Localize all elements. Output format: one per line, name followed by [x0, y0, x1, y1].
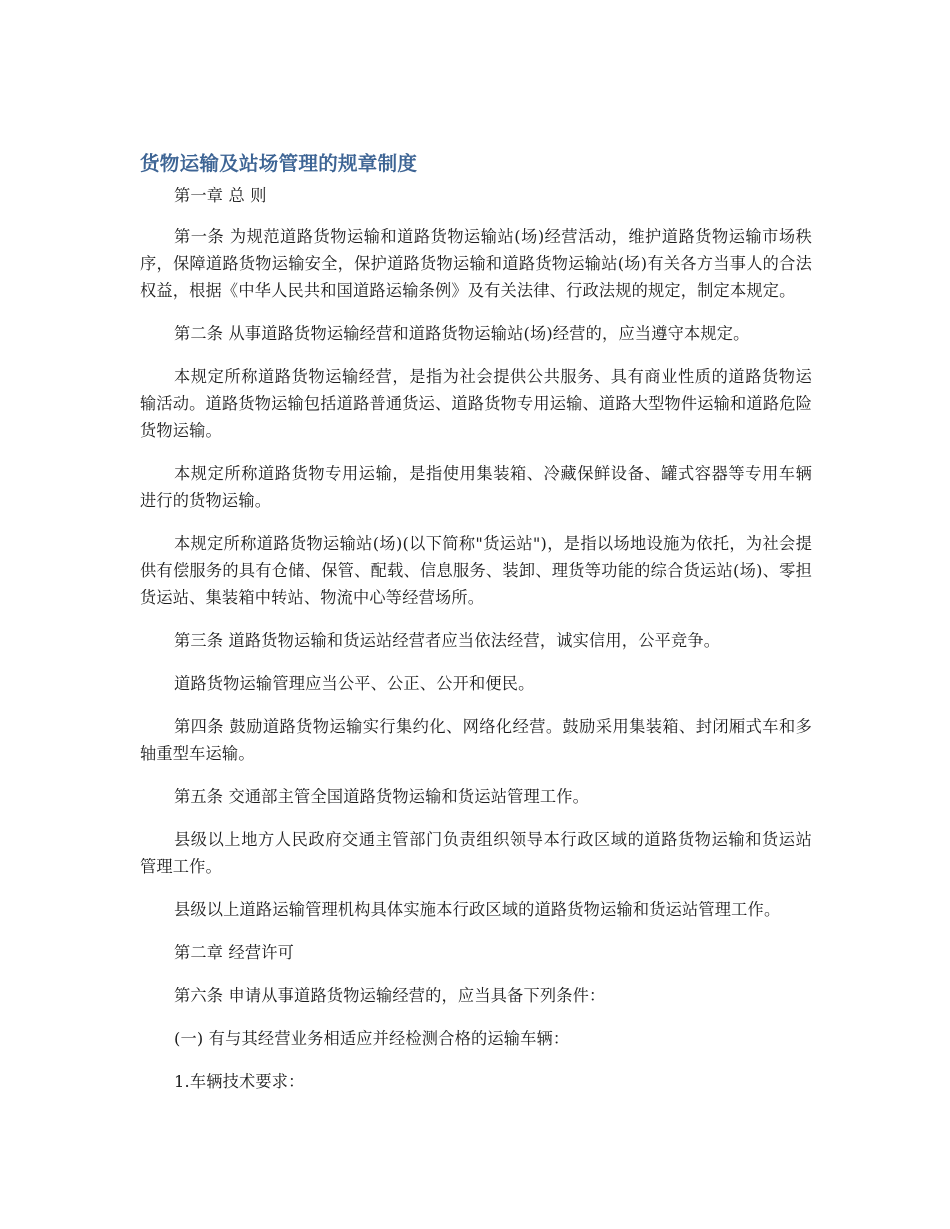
article-3: 第三条 道路货物运输和货运站经营者应当依法经营，诚实信用，公平竞争。 [174, 631, 721, 650]
article-6: 第六条 申请从事道路货物运输经营的，应当具备下列条件： [174, 986, 606, 1005]
definition-freight-station: 本规定所称道路货物运输站(场)(以下简称"货运站")，是指以场地设施为依托，为社会提供有偿服务的具有仓储、保管、配载、信息服务、装卸、理货等功能的综合货运站(场)、零担货运站、集装箱中转站、物流中心等经营场所。 [140, 534, 812, 607]
article-2: 第二条 从事道路货物运输经营和道路货物运输站(场)经营的，应当遵守本规定。 [174, 324, 750, 343]
chapter-heading-1: 第一章 总 则 [174, 186, 267, 205]
article-1: 第一条 为规范道路货物运输和道路货物运输站(场)经营活动，维护道路货物运输市场秩序，保障道路货物运输安全，保护道路货物运输和道路货物运输站(场)有关各方当事人的合法权益，根据《中华人民共和国道路运输条例》及有关法律、行政法规的规定，制定本规定。 [140, 227, 812, 300]
document-title: 货物运输及站场管理的规章制度 [140, 152, 418, 175]
definition-special-transport: 本规定所称道路货物专用运输，是指使用集装箱、冷藏保鲜设备、罐式容器等专用车辆进行的货物运输。 [140, 464, 812, 510]
article-4: 第四条 鼓励道路货物运输实行集约化、网络化经营。鼓励采用集装箱、封闭厢式车和多轴重型车运输。 [140, 717, 812, 763]
chapter-heading-2: 第二章 经营许可 [174, 943, 295, 962]
management-principles: 道路货物运输管理应当公平、公正、公开和便民。 [174, 674, 535, 693]
document-body [140, 148, 812, 1111]
transport-agency-duty: 县级以上道路运输管理机构具体实施本行政区域的道路货物运输和货运站管理工作。 [174, 900, 781, 919]
vehicle-requirements: 1.车辆技术要求： [174, 1072, 305, 1091]
local-government-duty: 县级以上地方人民政府交通主管部门负责组织领导本行政区域的道路货物运输和货运站管理工作。 [140, 830, 812, 876]
condition-1: (一) 有与其经营业务相适应并经检测合格的运输车辆： [174, 1029, 570, 1048]
article-5: 第五条 交通部主管全国道路货物运输和货运站管理工作。 [174, 787, 590, 806]
definition-freight-operation: 本规定所称道路货物运输经营，是指为社会提供公共服务、具有商业性质的道路货物运输活动。道路货物运输包括道路普通货运、道路货物专用运输、道路大型物件运输和道路危险货物运输。 [140, 367, 812, 440]
